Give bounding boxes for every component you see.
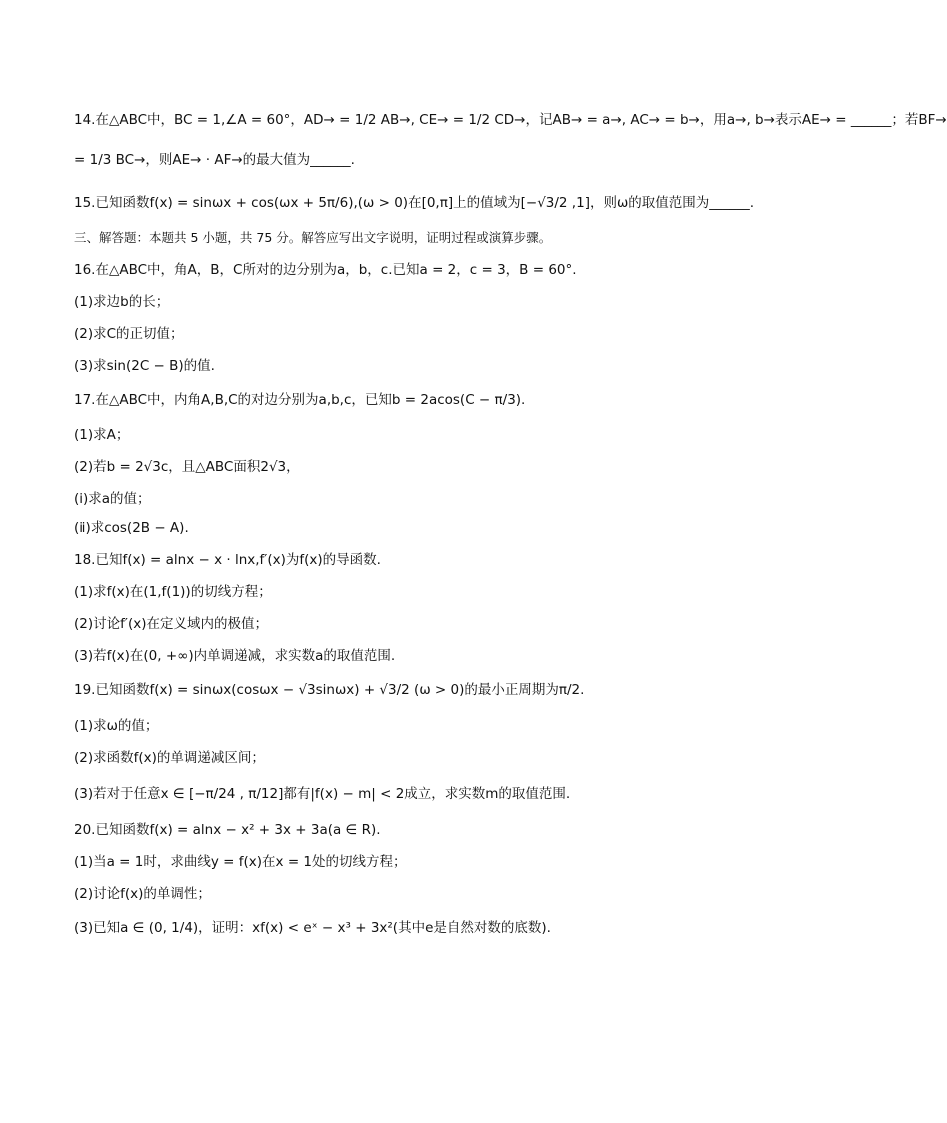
q20-part-1: (1)当a = 1时，求曲线y = f(x)在x = 1处的切线方程；	[74, 854, 407, 870]
q16-stem: 16.在△ABC中，角A，B，C所对的边分别为a，b，c.已知a = 2，c = 3，B = 60°.	[74, 262, 577, 278]
q20-part-2: (2)讨论f(x)的单调性；	[74, 886, 211, 902]
q18-part-1: (1)求f(x)在(1,f(1))的切线方程；	[74, 584, 272, 600]
q18-part-2: (2)讨论f′(x)在定义域内的极值；	[74, 616, 268, 632]
q18-stem: 18.已知f(x) = alnx − x · lnx,f′(x)为f(x)的导函数.	[74, 552, 381, 568]
q17-part-2-ii: (ⅱ)求cos(2B − A).	[74, 520, 189, 536]
q17-part-1: (1)求A；	[74, 427, 130, 443]
q16-part-3: (3)求sin(2C − B)的值.	[74, 358, 215, 374]
q19-part-3: (3)若对于任意x ∈ [−π/24 , π/12]都有|f(x) − m| < 2成立，求实数m的取值范围.	[74, 786, 571, 802]
q17-stem: 17.在△ABC中，内角A,B,C的对边分别为a,b,c，已知b = 2acos(C − π/3).	[74, 392, 526, 408]
q15-line-1: 15.已知函数f(x) = sinωx + cos(ωx + 5π/6),(ω > 0)在[0,π]上的值域为[−√3/2 ,1]，则ω的取值范围为______.	[74, 195, 755, 211]
q19-stem: 19.已知函数f(x) = sinωx(cosωx − √3sinωx) + √3/2 (ω > 0)的最小正周期为π/2.	[74, 682, 585, 698]
q20-part-3: (3)已知a ∈ (0, 1/4)，证明：xf(x) < eˣ − x³ + 3x²(其中e是自然对数的底数).	[74, 920, 551, 936]
section-heading: 三、解答题：本题共 5 小题，共 75 分。解答应写出文字说明，证明过程或演算步骤。	[74, 230, 552, 245]
q14-line-2: = 1/3 BC→，则AE→ · AF→的最大值为______.	[74, 152, 355, 168]
q17-part-2-i: (ⅰ)求a的值；	[74, 491, 151, 507]
q16-part-2: (2)求C的正切值；	[74, 326, 184, 342]
q17-part-2: (2)若b = 2√3c，且△ABC面积2√3，	[74, 459, 300, 475]
q18-part-3: (3)若f(x)在(0, +∞)内单调递减，求实数a的取值范围.	[74, 648, 396, 664]
q19-part-1: (1)求ω的值；	[74, 718, 159, 734]
q20-stem: 20.已知函数f(x) = alnx − x² + 3x + 3a(a ∈ R).	[74, 822, 381, 838]
q16-part-1: (1)求边b的长；	[74, 294, 170, 310]
q14-line-1: 14.在△ABC中，BC = 1,∠A = 60°，AD→ = 1/2 AB→, CE→ = 1/2 CD→，记AB→ = a→, AC→ = b→，用a→, b→表示AE→ = ______；若BF→	[74, 112, 947, 128]
q19-part-2: (2)求函数f(x)的单调递减区间；	[74, 750, 265, 766]
